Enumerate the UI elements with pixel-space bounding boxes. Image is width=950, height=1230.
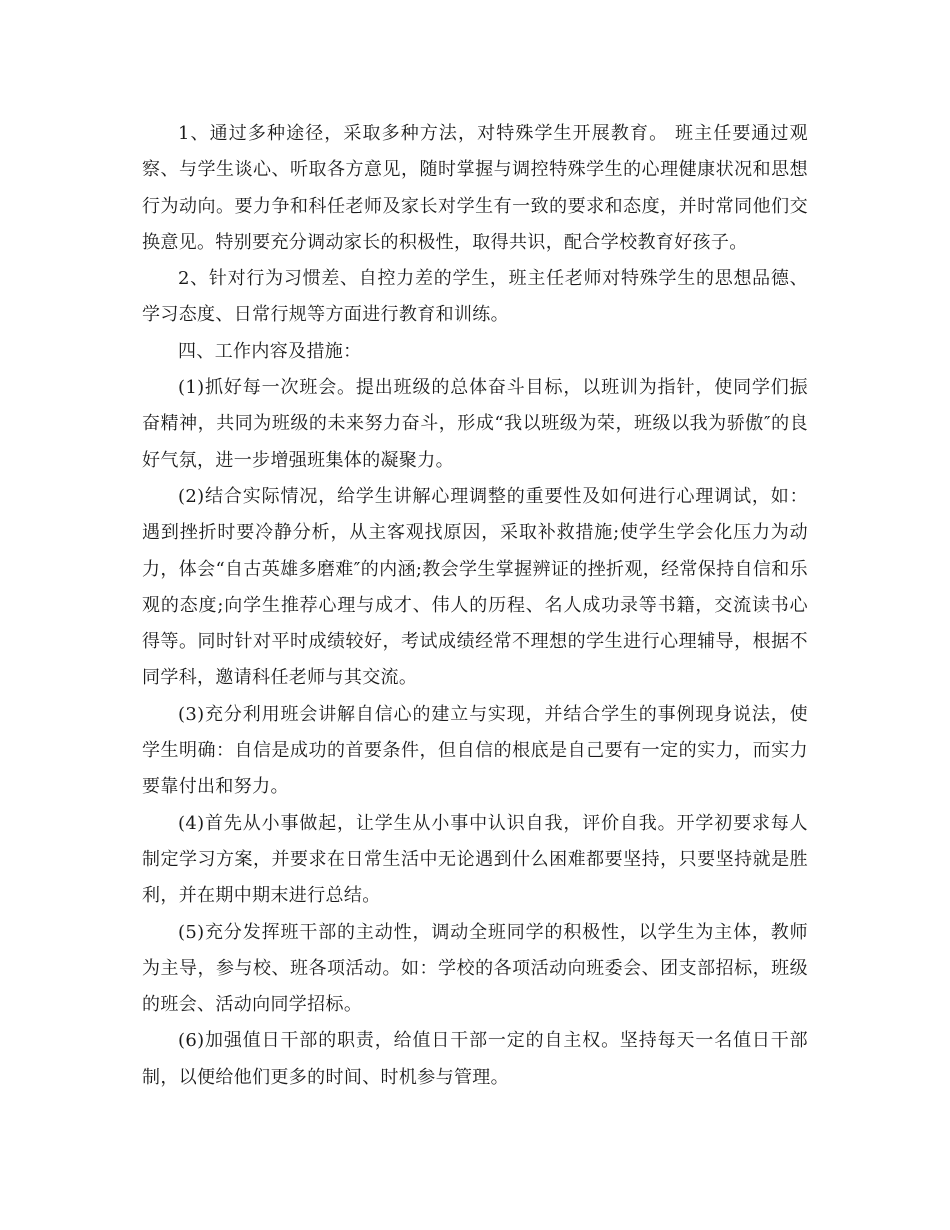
paragraph-item-6-duty-cadres: (6)加强值日干部的职责，给值日干部一定的自主权。坚持每天一名值日干部制，以便给他们更多的时间、时机参与管理。 [142,1030,808,1088]
paragraph-item-5-class-cadres: (5)充分发挥班干部的主动性，调动全班同学的积极性，以学生为主体，教师为主导，参与校、班各项活动。如：学校的各项活动向班委会、团支部招标，班级的班会、活动向同学招标。 [142,921,808,1016]
paragraph-special-students-education: 1、通过多种途径，采取多种方法，对特殊学生开展教育。 班主任要通过观察、与学生谈心、听取各方意见，随时掌握与调控特殊学生的心理健康状况和思想行为动向。要力争和科任老师及家长对学生有一致的要求和态度，并时常同他们交换意见。特别要充分调动家长的积极性，取得共识，配合学校教育好孩子。 [142,123,808,253]
paragraph-item-4-small-things: (4)首先从小事做起，让学生从小事中认识自我，评价自我。开学初要求每人制定学习方案，并要求在日常生活中无论遇到什么困难都要坚持，只要坚持就是胜利，并在期中期末进行总结。 [142,812,808,907]
section-heading-work-content: 四、工作内容及措施： [178,340,362,362]
paragraph-item-2-psychology: (2)结合实际情况，给学生讲解心理调整的重要性及如何进行心理调试，如：遇到挫折时要冷静分析，从主客观找原因，采取补救措施;使学生学会化压力为动力，体会“自古英雄多磨难″的内涵;教会学生掌握辨证的挫折观，经常保持自信和乐观的态度;向学生推荐心理与成才、伟人的历程、名人成功录等书籍，交流读书心得等。同时针对平时成绩较好，考试成绩经常不理想的学生进行心理辅导，根据不同学科，邀请科任老师与其交流。 [142,485,808,689]
paragraph-behavior-habits: 2、针对行为习惯差、自控力差的学生，班主任老师对特殊学生的思想品德、学习态度、日常行规等方面进行教育和训练。 [142,268,808,326]
paragraph-item-3-confidence: (3)充分利用班会讲解自信心的建立与实现，并结合学生的事例现身说法，使学生明确：自信是成功的首要条件，但自信的根底是自己要有一定的实力，而实力要靠付出和努力。 [142,703,808,798]
document-body [142,116,808,1096]
paragraph-item-1-class-meeting: (1)抓好每一次班会。提出班级的总体奋斗目标，以班训为指针，使同学们振奋精神，共同为班级的未来努力奋斗，形成“我以班级为荣，班级以我为骄傲″的良好气氛，进一步增强班集体的凝聚力。 [142,377,808,471]
